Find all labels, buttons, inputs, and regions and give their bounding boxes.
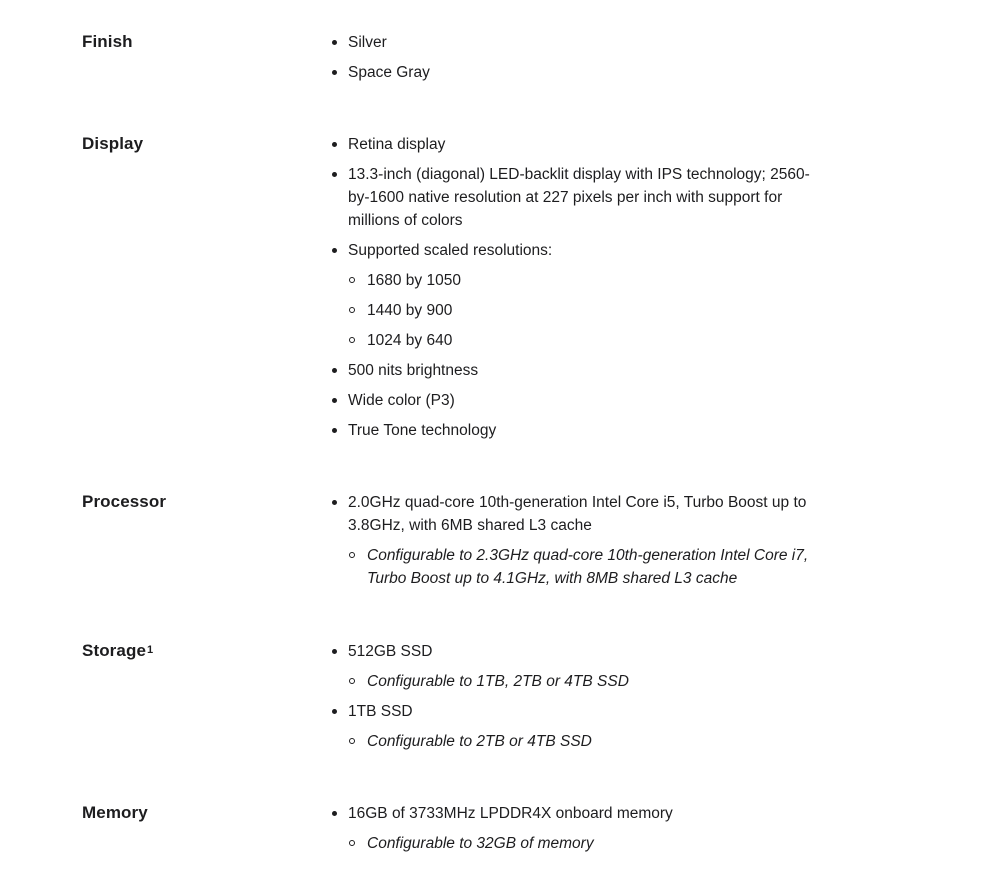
list-item: True Tone technology: [330, 419, 830, 442]
sub-list-item: Configurable to 1TB, 2TB or 4TB SSD: [348, 670, 830, 693]
footnote-marker: 1: [147, 644, 154, 656]
spec-title-finish: Finish: [82, 32, 133, 51]
list-item: 13.3-inch (diagonal) LED-backlit display with IPS technology; 2560-by-1600 native resolution at 227 pixels per inch with support for millions of colors: [330, 163, 830, 232]
spec-title-display: Display: [82, 134, 144, 153]
sub-list-item: 1680 by 1050: [348, 269, 830, 292]
display-list: [330, 133, 830, 449]
list-item: [330, 491, 830, 590]
list-item: Wide color (P3): [330, 389, 830, 412]
memory-options-list: [348, 832, 830, 855]
list-item: [330, 640, 830, 693]
list-item-label: 512GB SSD: [348, 643, 433, 660]
memory-list: [330, 802, 830, 862]
list-item: Space Gray: [330, 61, 830, 84]
sub-list-item: Configurable to 2TB or 4TB SSD: [348, 730, 830, 753]
finish-list: [330, 31, 830, 91]
list-item-label: 1TB SSD: [348, 703, 413, 720]
spec-title-text: Storage: [82, 641, 146, 660]
spec-title-processor: Processor: [82, 492, 167, 511]
processor-options-list: [348, 544, 830, 590]
storage-options-list: [348, 670, 830, 693]
processor-list: [330, 491, 830, 597]
list-item-label: Supported scaled resolutions:: [348, 242, 553, 259]
list-item: Retina display: [330, 133, 830, 156]
sub-list-item: 1440 by 900: [348, 299, 830, 322]
spec-title-memory: Memory: [82, 803, 148, 822]
sub-list-item: Configurable to 32GB of memory: [348, 832, 830, 855]
list-item-label: 16GB of 3733MHz LPDDR4X onboard memory: [348, 805, 673, 822]
spec-title-storage: [82, 640, 153, 664]
storage-options-list: [348, 730, 830, 753]
sub-list-item: 1024 by 640: [348, 329, 830, 352]
list-item-label: 2.0GHz quad-core 10th-generation Intel Core i5, Turbo Boost up to 3.8GHz, with 6MB shared L3 cache: [348, 494, 807, 534]
storage-list: [330, 640, 830, 760]
sub-list-item: Configurable to 2.3GHz quad-core 10th-generation Intel Core i7, Turbo Boost up to 4.1GHz, with 8MB shared L3 cache: [348, 544, 830, 590]
list-item: Silver: [330, 31, 830, 54]
list-item: [330, 239, 830, 352]
list-item: [330, 700, 830, 753]
scaled-resolutions-list: [348, 269, 830, 352]
list-item: 500 nits brightness: [330, 359, 830, 382]
list-item: [330, 802, 830, 855]
